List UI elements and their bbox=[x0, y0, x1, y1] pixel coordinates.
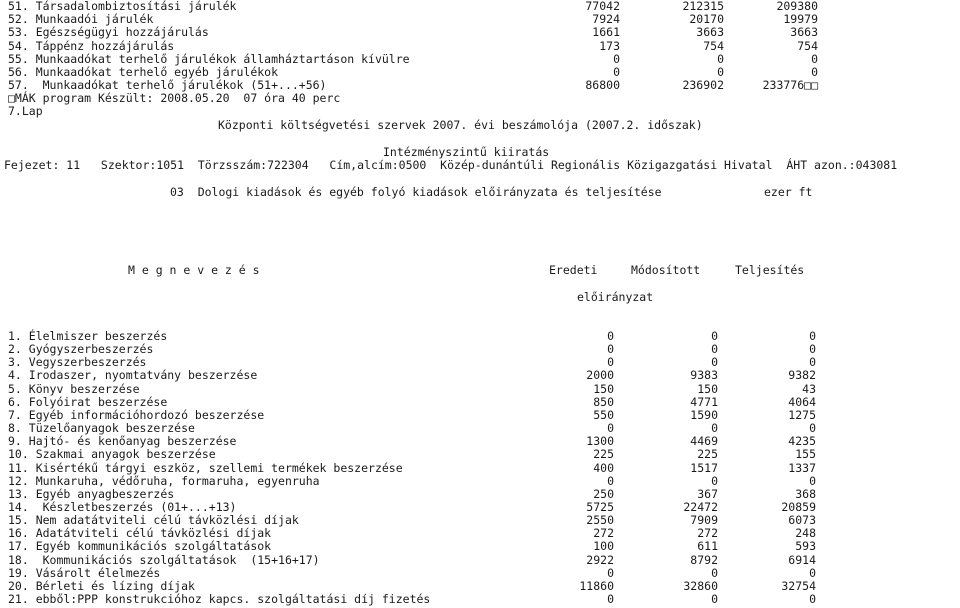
row-modositott: 20170 bbox=[689, 12, 724, 27]
row-modositott: 367 bbox=[697, 486, 718, 501]
row-label: 18. Kommunikációs szolgáltatások (15+16+17) bbox=[8, 552, 320, 567]
row-modositott: 4771 bbox=[690, 394, 718, 409]
row-teljesites: 32754 bbox=[781, 578, 816, 593]
row-modositott: 22472 bbox=[683, 499, 718, 514]
table-row bbox=[8, 501, 958, 514]
row-modositott: 236902 bbox=[682, 78, 724, 93]
table-row bbox=[8, 422, 958, 435]
section-title: 03 Dologi kiadások és egyéb folyó kiadások előirányzata és teljesítése bbox=[170, 185, 662, 199]
table-row bbox=[8, 554, 958, 567]
row-label: 10. Szakmai anyagok beszerzése bbox=[8, 447, 216, 462]
row-eredeti: 0 bbox=[607, 355, 614, 370]
column-header-teljesites: Teljesítés bbox=[735, 263, 805, 277]
row-modositott: 1590 bbox=[690, 407, 718, 422]
table-row bbox=[8, 514, 958, 527]
row-label: 9. Hajtó- és kenőanyag beszerzése bbox=[8, 434, 237, 449]
row-teljesites: 20859 bbox=[781, 499, 816, 514]
row-eredeti: 250 bbox=[593, 486, 614, 501]
row-label: 11. Kisértékű tárgyi eszköz, szellemi termékek beszerzése bbox=[8, 460, 403, 475]
table-row bbox=[8, 330, 958, 343]
table-row bbox=[8, 540, 958, 553]
row-label: 13. Egyéb anyagbeszerzés bbox=[8, 486, 175, 501]
unit-label: ezer ft bbox=[764, 185, 813, 199]
table-row bbox=[8, 369, 958, 382]
table-row bbox=[8, 356, 958, 369]
row-modositott: 7909 bbox=[690, 513, 718, 528]
column-header-eredeti: Eredeti bbox=[549, 263, 598, 277]
row-teljesites: 248 bbox=[795, 526, 816, 541]
row-modositott: 0 bbox=[711, 342, 718, 357]
row-teljesites: 9382 bbox=[788, 368, 816, 383]
row-teljesites: 593 bbox=[795, 539, 816, 554]
row-eredeti: 150 bbox=[593, 381, 614, 396]
row-eredeti: 0 bbox=[613, 65, 620, 79]
table-row bbox=[8, 396, 958, 409]
table-row bbox=[8, 580, 958, 593]
row-label: 51. Társadalombiztosítási járulék bbox=[8, 0, 237, 13]
row-teljesites: 233776□□ bbox=[762, 78, 818, 93]
column-header-modositott: Módosított bbox=[631, 263, 701, 277]
row-modositott: 754 bbox=[703, 38, 724, 53]
row-eredeti: 550 bbox=[593, 407, 614, 422]
row-teljesites: 43 bbox=[802, 381, 816, 396]
row-label: 52. Munkaadói járulék bbox=[8, 12, 154, 27]
row-label: 2. Gyógyszerbeszerzés bbox=[8, 342, 154, 357]
row-label: 16. Adatátviteli célú távközlési díjak bbox=[8, 526, 272, 541]
row-label: 19. Vásárolt élelmezés bbox=[8, 565, 161, 580]
row-eredeti: 225 bbox=[593, 447, 614, 462]
row-eredeti: 5725 bbox=[586, 499, 614, 514]
row-eredeti: 1661 bbox=[592, 25, 620, 40]
row-teljesites: 4235 bbox=[788, 434, 816, 449]
row-eredeti: 100 bbox=[593, 539, 614, 554]
table-row bbox=[8, 435, 958, 448]
table-row bbox=[8, 593, 958, 606]
row-teljesites: 19979 bbox=[783, 12, 818, 27]
row-label: 4. Irodaszer, nyomtatvány beszerzése bbox=[8, 368, 258, 383]
table-row bbox=[8, 488, 958, 501]
row-teljesites: 0 bbox=[809, 355, 816, 370]
row-modositott: 225 bbox=[697, 447, 718, 462]
row-teljesites: 0 bbox=[811, 51, 818, 66]
row-label: 56. Munkaadókat terhelő egyéb járulékok bbox=[8, 65, 279, 79]
row-label: 7. Egyéb információhordozó beszerzése bbox=[8, 407, 265, 422]
page-number: 7.Lap bbox=[8, 104, 43, 118]
table-row bbox=[8, 409, 958, 422]
row-eredeti: 173 bbox=[599, 38, 620, 53]
row-modositott: 32860 bbox=[683, 578, 718, 593]
row-eredeti: 77042 bbox=[585, 0, 620, 13]
row-teljesites: 4064 bbox=[788, 394, 816, 409]
row-modositott: 3663 bbox=[696, 25, 724, 40]
row-label: 55. Munkaadókat terhelő járulékok államháztartáson kívülre bbox=[8, 51, 410, 66]
row-modositott: 9383 bbox=[690, 368, 718, 383]
row-modositott: 0 bbox=[717, 51, 724, 66]
row-modositott: 8792 bbox=[690, 552, 718, 567]
table-row bbox=[8, 475, 958, 488]
row-eredeti: 850 bbox=[593, 394, 614, 409]
row-teljesites: 368 bbox=[795, 486, 816, 501]
row-teljesites: 6914 bbox=[788, 552, 816, 567]
row-teljesites: 3663 bbox=[790, 25, 818, 40]
row-label: 6. Folyóirat beszerzése bbox=[8, 394, 168, 409]
report-title: Központi költségvetési szervek 2007. évi beszámolója (2007.2. időszak) bbox=[218, 118, 703, 132]
row-modositott: 4469 bbox=[690, 434, 718, 449]
row-label: 54. Táppénz hozzájárulás bbox=[8, 38, 175, 53]
row-eredeti: 7924 bbox=[592, 12, 620, 27]
table-row bbox=[8, 26, 958, 39]
row-modositott: 0 bbox=[711, 565, 718, 580]
row-modositott: 0 bbox=[711, 329, 718, 343]
row-label: 20. Bérleti és lízing díjak bbox=[8, 578, 195, 593]
row-label: 5. Könyv beszerzése bbox=[8, 381, 140, 396]
row-eredeti: 0 bbox=[607, 565, 614, 580]
row-modositott: 0 bbox=[711, 473, 718, 488]
row-teljesites: 0 bbox=[809, 592, 816, 606]
row-modositott: 150 bbox=[697, 381, 718, 396]
row-modositott: 0 bbox=[717, 65, 724, 79]
table-row bbox=[8, 66, 958, 79]
row-eredeti: 86800 bbox=[585, 78, 620, 93]
row-eredeti: 0 bbox=[613, 51, 620, 66]
row-label: 21. ebből:PPP konstrukcióhoz kapcs. szolgáltatási díj fizetés bbox=[8, 592, 431, 606]
row-modositott: 611 bbox=[697, 539, 718, 554]
row-eredeti: 0 bbox=[607, 329, 614, 343]
row-label: 1. Élelmiszer beszerzés bbox=[8, 329, 168, 343]
table-row bbox=[8, 0, 958, 13]
row-modositott: 1517 bbox=[690, 460, 718, 475]
row-teljesites: 754 bbox=[797, 38, 818, 53]
row-teljesites: 1337 bbox=[788, 460, 816, 475]
column-header-eloiranyzat: előirányzat bbox=[577, 290, 654, 304]
row-teljesites: 155 bbox=[795, 447, 816, 462]
row-label: 12. Munkaruha, védőruha, formaruha, egyenruha bbox=[8, 473, 320, 488]
row-eredeti: 0 bbox=[607, 421, 614, 436]
table-row bbox=[8, 40, 958, 53]
row-label: 3. Vegyszerbeszerzés bbox=[8, 355, 147, 370]
table-row bbox=[8, 343, 958, 356]
row-teljesites: 0 bbox=[811, 65, 818, 79]
table-row bbox=[8, 462, 958, 475]
row-modositott: 212315 bbox=[682, 0, 724, 13]
row-teljesites: 0 bbox=[809, 342, 816, 357]
row-eredeti: 2000 bbox=[586, 368, 614, 383]
program-line: □MÁK program Készült: 2008.05.20 07 óra 40 perc bbox=[8, 91, 341, 105]
row-eredeti: 2550 bbox=[586, 513, 614, 528]
row-eredeti: 2922 bbox=[586, 552, 614, 567]
row-eredeti: 272 bbox=[593, 526, 614, 541]
column-header-megnevezes: M e g n e v e z é s bbox=[128, 263, 260, 277]
row-teljesites: 0 bbox=[809, 565, 816, 580]
table-row bbox=[8, 383, 958, 396]
row-modositott: 0 bbox=[711, 592, 718, 606]
row-modositott: 272 bbox=[697, 526, 718, 541]
row-eredeti: 0 bbox=[607, 342, 614, 357]
row-teljesites: 0 bbox=[809, 473, 816, 488]
table-row bbox=[8, 567, 958, 580]
row-label: 57. Munkaadókat terhelő járulékok (51+...+56) bbox=[8, 78, 327, 93]
row-teljesites: 6073 bbox=[788, 513, 816, 528]
table-row bbox=[8, 527, 958, 540]
row-teljesites: 209380 bbox=[776, 0, 818, 13]
table-row bbox=[8, 53, 958, 66]
row-eredeti: 11860 bbox=[579, 578, 614, 593]
row-eredeti: 400 bbox=[593, 460, 614, 475]
row-teljesites: 1275 bbox=[788, 407, 816, 422]
row-label: 17. Egyéb kommunikációs szolgáltatások bbox=[8, 539, 272, 554]
row-modositott: 0 bbox=[711, 421, 718, 436]
fejezet-line: Fejezet: 11 Szektor:1051 Törzsszám:722304 Cím,alcím:0500 Közép-dunántúli Regionális Közigazgatási Hivatal ÁHT azon.:043081 bbox=[4, 158, 898, 172]
table-row bbox=[8, 448, 958, 461]
row-teljesites: 0 bbox=[809, 329, 816, 343]
row-teljesites: 0 bbox=[809, 421, 816, 436]
row-eredeti: 0 bbox=[607, 473, 614, 488]
row-label: 14. Készletbeszerzés (01+...+13) bbox=[8, 499, 237, 514]
row-eredeti: 1300 bbox=[586, 434, 614, 449]
row-modositott: 0 bbox=[711, 355, 718, 370]
row-eredeti: 0 bbox=[607, 592, 614, 606]
row-label: 15. Nem adatátviteli célú távközlési díjak bbox=[8, 513, 299, 528]
report-subtitle: Intézményszintű kiiratás bbox=[383, 145, 550, 159]
row-label: 53. Egészségügyi hozzájárulás bbox=[8, 25, 209, 40]
table-row bbox=[8, 13, 958, 26]
row-label: 8. Tüzelőanyagok beszerzése bbox=[8, 421, 195, 436]
